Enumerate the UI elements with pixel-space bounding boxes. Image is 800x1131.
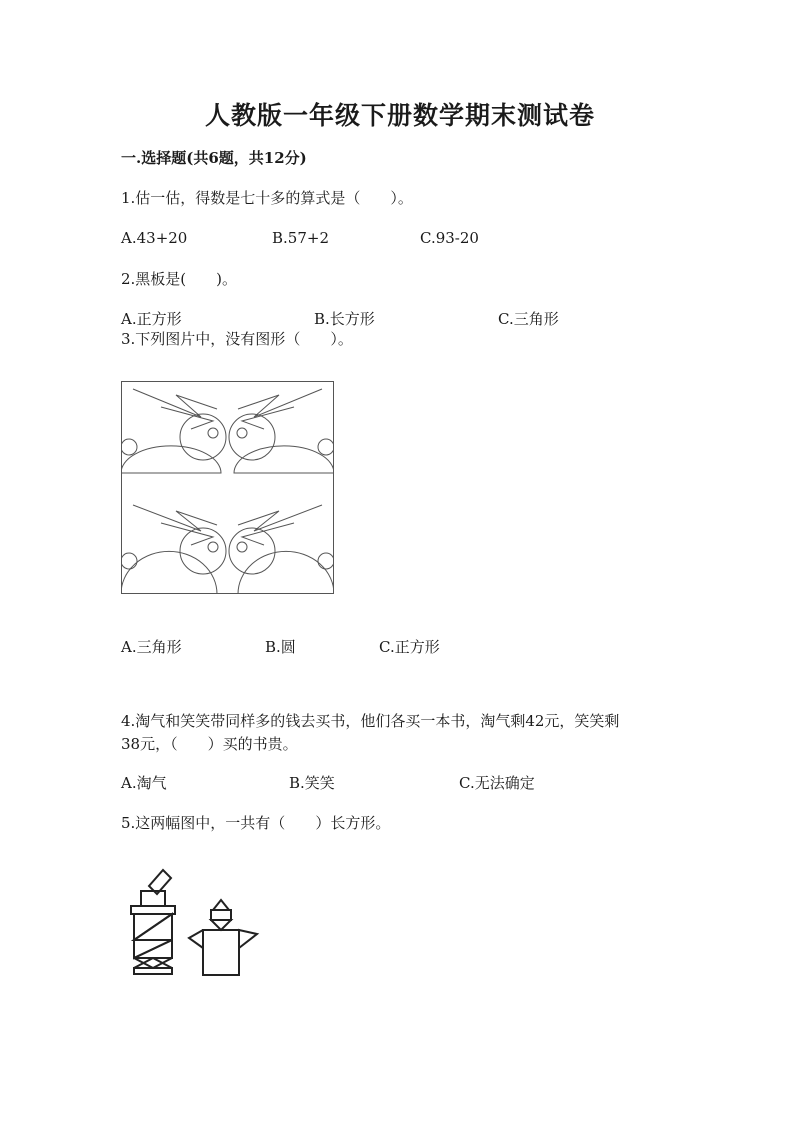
question-3-option-c: C.正方形: [379, 638, 440, 656]
rabbit-top-left: [121, 389, 226, 473]
question-4-option-b: B.笑笑: [289, 774, 335, 792]
rabbit-bottom-right: [229, 505, 334, 594]
question-2-text: 2.黑板是( )。: [121, 270, 238, 288]
question-4-text-line-2: 38元，（ ）买的书贵。: [121, 735, 298, 753]
tangram-figure: [125, 864, 260, 979]
question-2-option-c: C.三角形: [498, 310, 559, 328]
question-1-option-c: C.93-20: [420, 229, 479, 247]
question-3-option-a: A.三角形: [121, 638, 182, 656]
question-1-option-b: B.57+2: [272, 229, 329, 247]
question-3-text: 3.下列图片中，没有图形（ ）。: [121, 330, 353, 348]
question-2-option-b: B.长方形: [314, 310, 375, 328]
page-title: 人教版一年级下册数学期末测试卷: [204, 101, 595, 130]
question-2-option-a: A.正方形: [121, 310, 182, 328]
question-4-option-a: A.淘气: [121, 774, 167, 792]
question-1-option-a: A.43+20: [121, 229, 188, 247]
rabbit-top-right: [229, 389, 334, 473]
question-4-option-c: C.无法确定: [459, 774, 535, 792]
question-3-option-b: B.圆: [265, 638, 296, 656]
tangram-figure-left: [131, 870, 175, 974]
rabbit-bottom-left: [121, 505, 226, 594]
section-heading: 一.选择题(共6题，共12分): [121, 149, 307, 167]
tangram-figure-right: [189, 900, 257, 975]
rabbit-figure: [121, 381, 334, 594]
question-1-text: 1.估一估，得数是七十多的算式是（ ）。: [121, 189, 413, 207]
question-4-text-line-1: 4.淘气和笑笑带同样多的钱去买书，他们各买一本书，淘气剩42元，笑笑剩: [121, 712, 620, 730]
question-5-text: 5.这两幅图中，一共有（ ）长方形。: [121, 814, 391, 832]
